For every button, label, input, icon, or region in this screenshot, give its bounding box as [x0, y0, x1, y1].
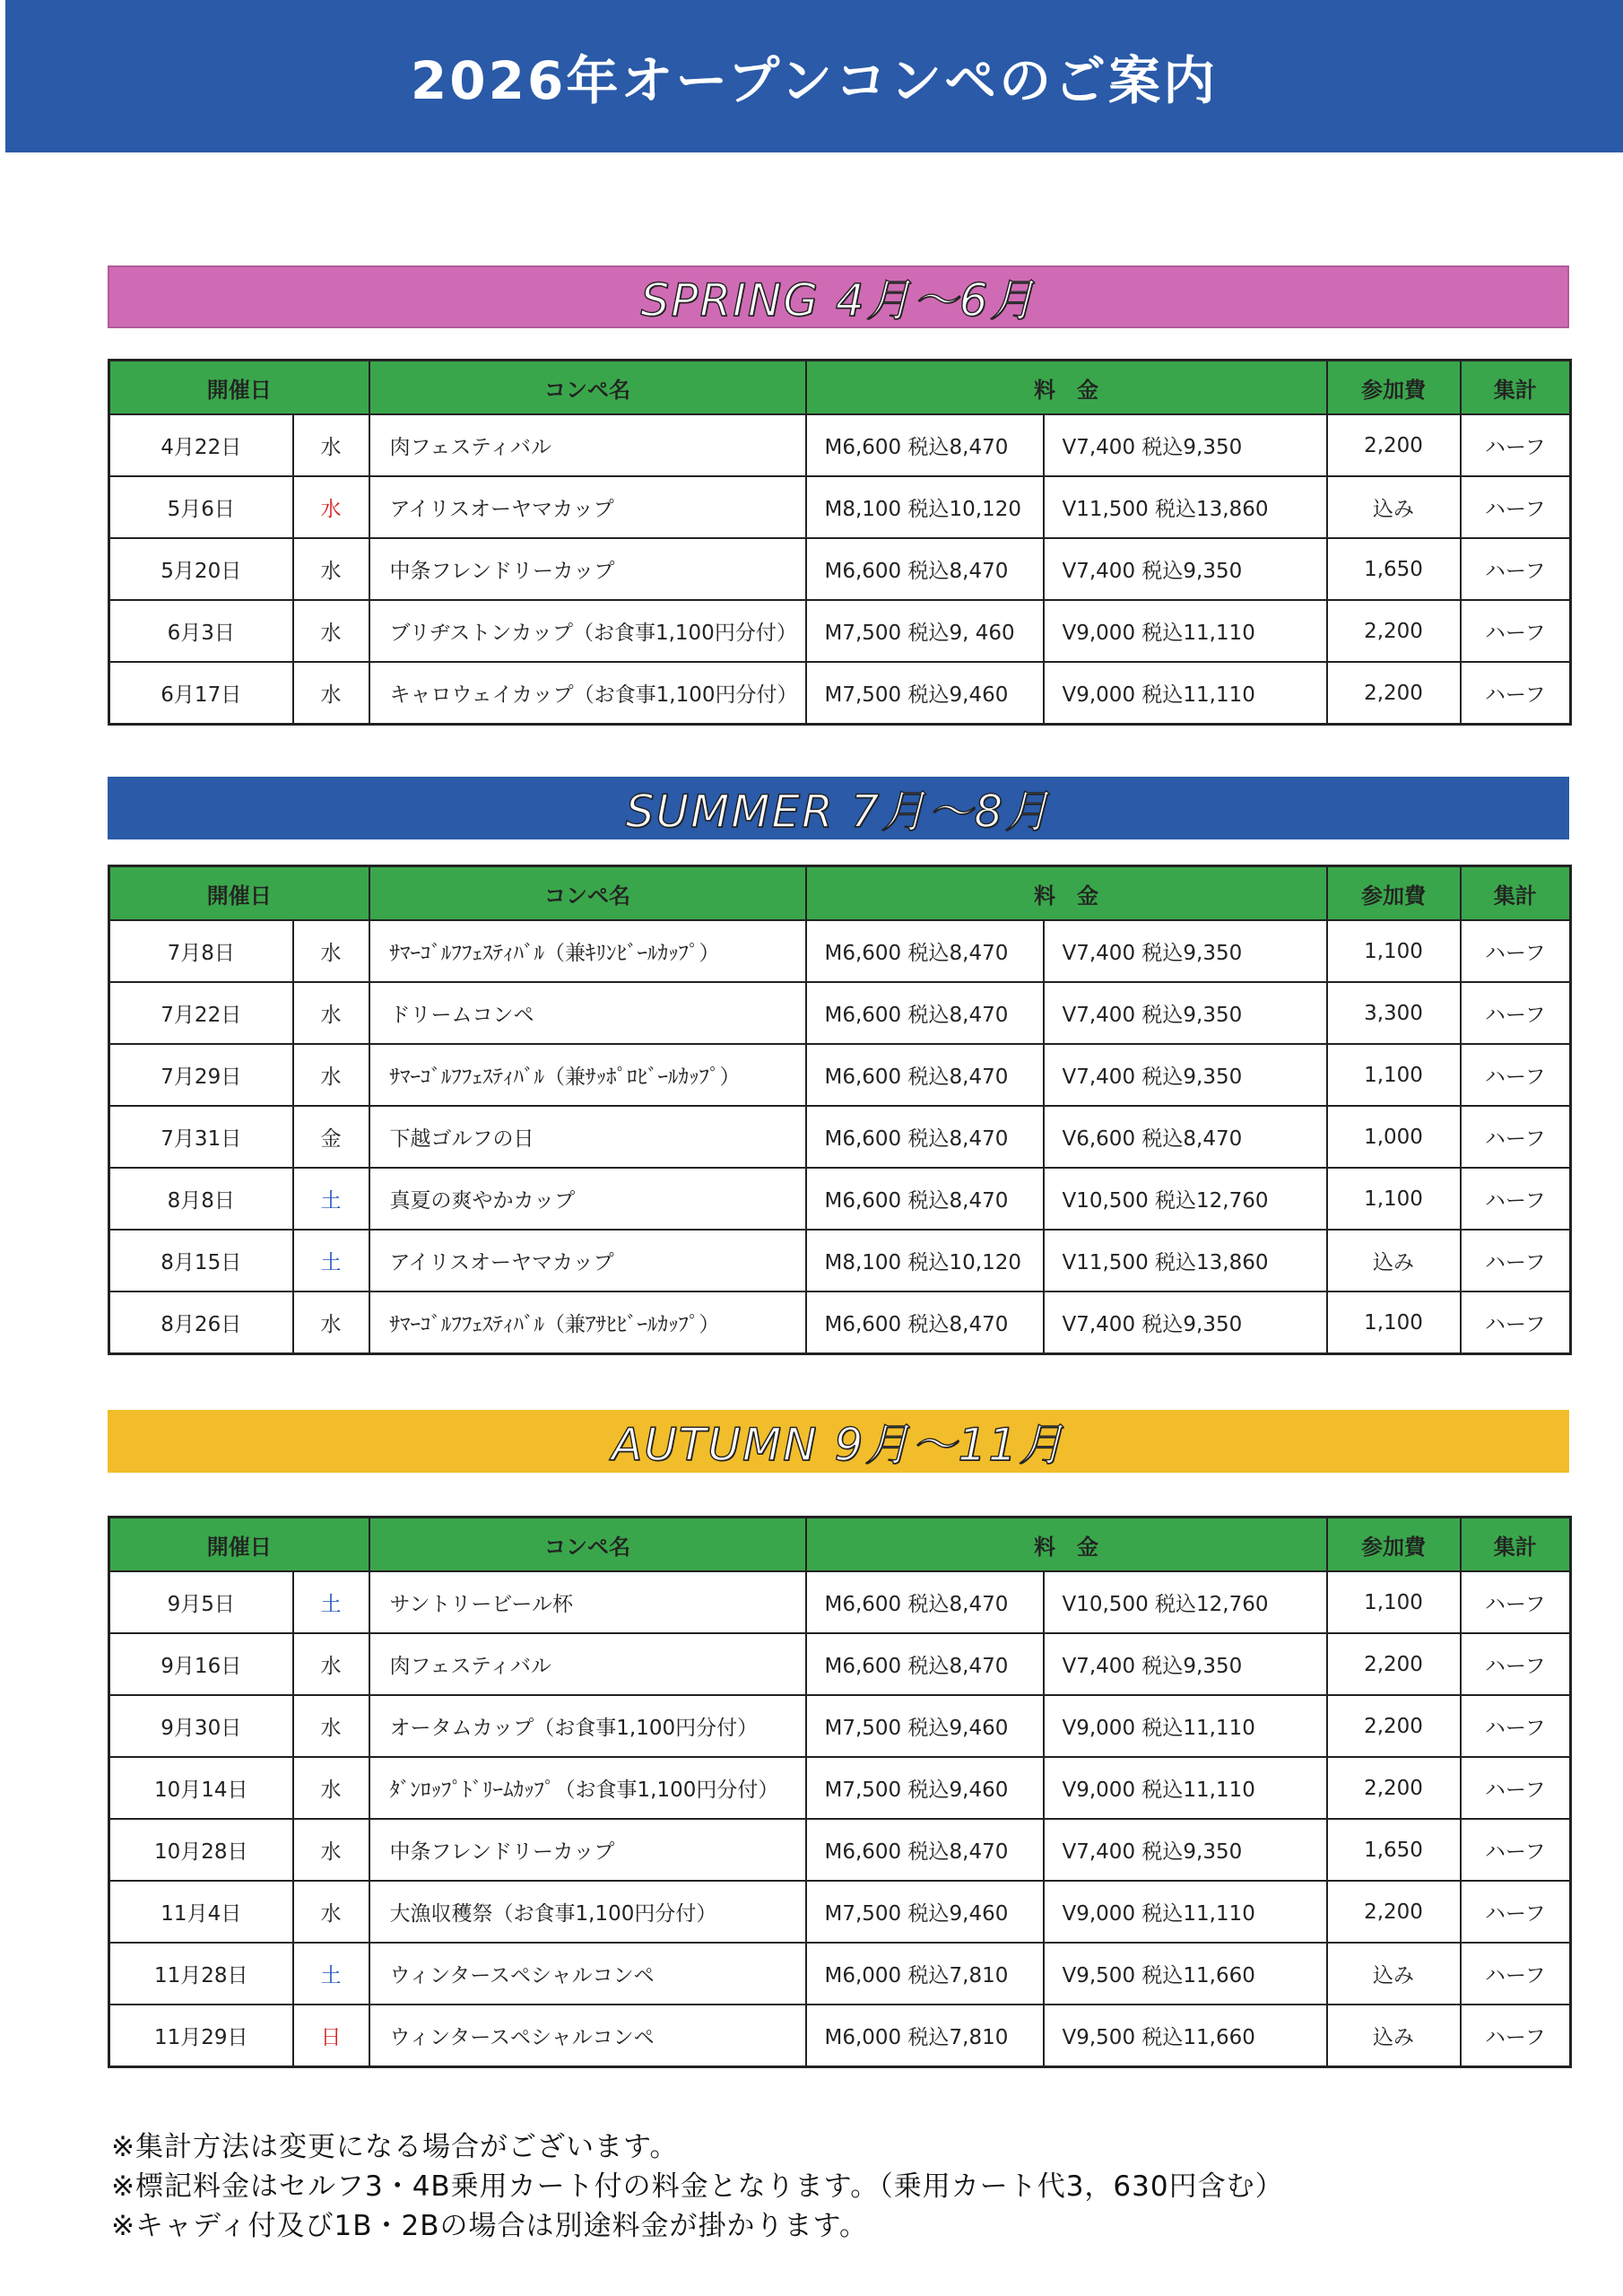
- table-row: [109, 538, 1571, 600]
- event-name: アイリスオーヤマカップ: [369, 1230, 806, 1292]
- spring-table: [108, 359, 1572, 726]
- visitor-fee: V7,400 税込9,350: [1044, 982, 1327, 1044]
- visitor-fee: V7,400 税込9,350: [1044, 1044, 1327, 1106]
- table-row: [109, 1106, 1571, 1168]
- autumn-banner: [108, 1410, 1569, 1473]
- event-name: オータムカップ（お食事1,100円分付）: [369, 1695, 806, 1757]
- member-fee: M6,600 税込8,470: [806, 414, 1044, 476]
- header-date: 開催日: [109, 866, 369, 921]
- member-fee: M6,000 税込7,810: [806, 1943, 1044, 2005]
- visitor-fee: V7,400 税込9,350: [1044, 1819, 1327, 1881]
- header-date: 開催日: [109, 1518, 369, 1572]
- header-scoring: 集計: [1461, 866, 1571, 921]
- event-name: ドリームコンペ: [369, 982, 806, 1044]
- scoring-method: ハーフ: [1461, 2005, 1571, 2067]
- header-name: コンペ名: [369, 361, 806, 415]
- scoring-method: ハーフ: [1461, 1819, 1571, 1881]
- event-date: 11月28日: [109, 1943, 293, 2005]
- entry-fee: 1,650: [1327, 1819, 1461, 1881]
- event-weekday: 水: [293, 414, 369, 476]
- table-row: [109, 1695, 1571, 1757]
- event-date: 7月22日: [109, 982, 293, 1044]
- note-line: ※キャディ付及び1B・2Bの場合は別途料金が掛かります。: [111, 2210, 868, 2242]
- event-weekday: 水: [293, 1819, 369, 1881]
- entry-fee: 2,200: [1327, 600, 1461, 662]
- event-weekday: 土: [293, 1943, 369, 2005]
- event-name: ウィンタースペシャルコンペ: [369, 1943, 806, 2005]
- event-date: 10月14日: [109, 1757, 293, 1819]
- member-fee: M6,600 税込8,470: [806, 1168, 1044, 1230]
- entry-fee: 2,200: [1327, 1757, 1461, 1819]
- event-weekday: 水: [293, 1881, 369, 1943]
- event-weekday: 水: [293, 982, 369, 1044]
- event-date: 9月30日: [109, 1695, 293, 1757]
- event-date: 7月31日: [109, 1106, 293, 1168]
- event-date: 8月8日: [109, 1168, 293, 1230]
- visitor-fee: V10,500 税込12,760: [1044, 1571, 1327, 1633]
- scoring-method: ハーフ: [1461, 920, 1571, 982]
- note-line: ※標記料金はセルフ3・4B乗用カート付の料金となります。（乗用カート代3，630円含む）: [111, 2170, 1284, 2203]
- event-date: 10月28日: [109, 1819, 293, 1881]
- entry-fee: 1,650: [1327, 538, 1461, 600]
- member-fee: M6,000 税込7,810: [806, 2005, 1044, 2067]
- member-fee: M7,500 税込9,460: [806, 1881, 1044, 1943]
- entry-fee: 1,100: [1327, 920, 1461, 982]
- table-row: [109, 600, 1571, 662]
- scoring-method: ハーフ: [1461, 1943, 1571, 2005]
- visitor-fee: V9,500 税込11,660: [1044, 2005, 1327, 2067]
- scoring-method: ハーフ: [1461, 982, 1571, 1044]
- visitor-fee: V7,400 税込9,350: [1044, 1633, 1327, 1695]
- table-header-row: [109, 1518, 1571, 1572]
- summer-table: [108, 865, 1572, 1355]
- table-row: [109, 1943, 1571, 2005]
- scoring-method: ハーフ: [1461, 1168, 1571, 1230]
- member-fee: M8,100 税込10,120: [806, 1230, 1044, 1292]
- event-weekday: 土: [293, 1571, 369, 1633]
- visitor-fee: V10,500 税込12,760: [1044, 1168, 1327, 1230]
- scoring-method: ハーフ: [1461, 1230, 1571, 1292]
- event-name: アイリスオーヤマカップ: [369, 476, 806, 538]
- note-line: ※集計方法は変更になる場合がございます。: [111, 2131, 679, 2163]
- entry-fee: 1,100: [1327, 1571, 1461, 1633]
- table-row: [109, 1819, 1571, 1881]
- scoring-method: ハーフ: [1461, 1695, 1571, 1757]
- header-scoring: 集計: [1461, 361, 1571, 415]
- event-name: 肉フェスティバル: [369, 414, 806, 476]
- entry-fee: 1,000: [1327, 1106, 1461, 1168]
- table-row: [109, 1292, 1571, 1354]
- table-row: [109, 1757, 1571, 1819]
- header-entry: 参加費: [1327, 361, 1461, 415]
- spring-banner-label: SPRING 4月～6月: [640, 274, 1037, 326]
- member-fee: M6,600 税込8,470: [806, 1106, 1044, 1168]
- scoring-method: ハーフ: [1461, 1292, 1571, 1354]
- table-row: [109, 662, 1571, 725]
- member-fee: M6,600 税込8,470: [806, 920, 1044, 982]
- event-date: 11月4日: [109, 1881, 293, 1943]
- entry-fee: 2,200: [1327, 1695, 1461, 1757]
- event-name: ﾀﾞﾝﾛｯﾌﾟﾄﾞﾘｰﾑｶｯﾌﾟ（お食事1,100円分付）: [369, 1757, 806, 1819]
- entry-fee: 込み: [1327, 2005, 1461, 2067]
- event-weekday: 水: [293, 1292, 369, 1354]
- event-weekday: 水: [293, 662, 369, 725]
- event-weekday: 水: [293, 920, 369, 982]
- member-fee: M7,500 税込9, 460: [806, 600, 1044, 662]
- event-name: キャロウェイカップ（お食事1,100円分付）: [369, 662, 806, 725]
- event-name: ｻﾏｰｺﾞﾙﾌﾌｪｽﾃｨﾊﾞﾙ（兼ｻｯﾎﾟﾛﾋﾞｰﾙｶｯﾌﾟ）: [369, 1044, 806, 1106]
- header-fee: 料 金: [806, 361, 1327, 415]
- event-weekday: 水: [293, 1695, 369, 1757]
- visitor-fee: V11,500 税込13,860: [1044, 1230, 1327, 1292]
- entry-fee: 1,100: [1327, 1168, 1461, 1230]
- scoring-method: ハーフ: [1461, 1881, 1571, 1943]
- event-date: 11月29日: [109, 2005, 293, 2067]
- visitor-fee: V9,000 税込11,110: [1044, 1695, 1327, 1757]
- event-weekday: 水: [293, 1633, 369, 1695]
- table-row: [109, 920, 1571, 982]
- event-weekday: 土: [293, 1168, 369, 1230]
- member-fee: M6,600 税込8,470: [806, 1044, 1044, 1106]
- entry-fee: 2,200: [1327, 1633, 1461, 1695]
- visitor-fee: V9,000 税込11,110: [1044, 662, 1327, 725]
- entry-fee: 2,200: [1327, 662, 1461, 725]
- table-header-row: [109, 866, 1571, 921]
- scoring-method: ハーフ: [1461, 1571, 1571, 1633]
- event-name: ウィンタースペシャルコンペ: [369, 2005, 806, 2067]
- member-fee: M7,500 税込9,460: [806, 662, 1044, 725]
- event-name: ｻﾏｰｺﾞﾙﾌﾌｪｽﾃｨﾊﾞﾙ（兼ｱｻﾋﾋﾞｰﾙｶｯﾌﾟ）: [369, 1292, 806, 1354]
- table-row: [109, 1881, 1571, 1943]
- visitor-fee: V9,000 税込11,110: [1044, 1881, 1327, 1943]
- table-row: [109, 1168, 1571, 1230]
- event-weekday: 水: [293, 1044, 369, 1106]
- scoring-method: ハーフ: [1461, 600, 1571, 662]
- event-weekday: 水: [293, 600, 369, 662]
- member-fee: M7,500 税込9,460: [806, 1757, 1044, 1819]
- event-date: 7月29日: [109, 1044, 293, 1106]
- spring-banner: [108, 265, 1569, 328]
- header-date: 開催日: [109, 361, 369, 415]
- scoring-method: ハーフ: [1461, 538, 1571, 600]
- member-fee: M6,600 税込8,470: [806, 1571, 1044, 1633]
- visitor-fee: V7,400 税込9,350: [1044, 414, 1327, 476]
- scoring-method: ハーフ: [1461, 1106, 1571, 1168]
- event-weekday: 土: [293, 1230, 369, 1292]
- visitor-fee: V7,400 税込9,350: [1044, 538, 1327, 600]
- event-date: 5月20日: [109, 538, 293, 600]
- table-row: [109, 1571, 1571, 1633]
- event-date: 6月3日: [109, 600, 293, 662]
- header-entry: 参加費: [1327, 866, 1461, 921]
- table-row: [109, 1633, 1571, 1695]
- entry-fee: 込み: [1327, 1943, 1461, 2005]
- event-weekday: 水: [293, 476, 369, 538]
- event-date: 7月8日: [109, 920, 293, 982]
- entry-fee: 2,200: [1327, 1881, 1461, 1943]
- scoring-method: ハーフ: [1461, 1044, 1571, 1106]
- table-row: [109, 982, 1571, 1044]
- table-row: [109, 2005, 1571, 2067]
- table-row: [109, 1044, 1571, 1106]
- header-scoring: 集計: [1461, 1518, 1571, 1572]
- entry-fee: 1,100: [1327, 1044, 1461, 1106]
- table-row: [109, 1230, 1571, 1292]
- header-fee: 料 金: [806, 1518, 1327, 1572]
- scoring-method: ハーフ: [1461, 662, 1571, 725]
- member-fee: M8,100 税込10,120: [806, 476, 1044, 538]
- member-fee: M6,600 税込8,470: [806, 982, 1044, 1044]
- summer-banner: [108, 777, 1569, 839]
- event-weekday: 水: [293, 1757, 369, 1819]
- autumn-table: [108, 1516, 1572, 2068]
- table-header-row: [109, 361, 1571, 415]
- event-date: 9月5日: [109, 1571, 293, 1633]
- event-date: 5月6日: [109, 476, 293, 538]
- title-banner: [5, 0, 1623, 152]
- member-fee: M6,600 税込8,470: [806, 1633, 1044, 1695]
- visitor-fee: V6,600 税込8,470: [1044, 1106, 1327, 1168]
- event-name: 中条フレンドリーカップ: [369, 538, 806, 600]
- event-weekday: 金: [293, 1106, 369, 1168]
- event-name: 下越ゴルフの日: [369, 1106, 806, 1168]
- visitor-fee: V7,400 税込9,350: [1044, 920, 1327, 982]
- scoring-method: ハーフ: [1461, 476, 1571, 538]
- event-date: 8月15日: [109, 1230, 293, 1292]
- autumn-banner-label: AUTUMN 9月～11月: [612, 1419, 1065, 1471]
- event-weekday: 日: [293, 2005, 369, 2067]
- event-date: 8月26日: [109, 1292, 293, 1354]
- member-fee: M6,600 税込8,470: [806, 538, 1044, 600]
- scoring-method: ハーフ: [1461, 1757, 1571, 1819]
- header-fee: 料 金: [806, 866, 1327, 921]
- header-name: コンペ名: [369, 866, 806, 921]
- event-name: ｻﾏｰｺﾞﾙﾌﾌｪｽﾃｨﾊﾞﾙ（兼ｷﾘﾝﾋﾞｰﾙｶｯﾌﾟ）: [369, 920, 806, 982]
- table-row: [109, 414, 1571, 476]
- event-name: 真夏の爽やかカップ: [369, 1168, 806, 1230]
- event-weekday: 水: [293, 538, 369, 600]
- event-name: 大漁収穫祭（お食事1,100円分付）: [369, 1881, 806, 1943]
- entry-fee: 2,200: [1327, 414, 1461, 476]
- member-fee: M6,600 税込8,470: [806, 1819, 1044, 1881]
- scoring-method: ハーフ: [1461, 1633, 1571, 1695]
- entry-fee: 込み: [1327, 1230, 1461, 1292]
- event-name: サントリービール杯: [369, 1571, 806, 1633]
- event-date: 4月22日: [109, 414, 293, 476]
- visitor-fee: V9,000 税込11,110: [1044, 600, 1327, 662]
- table-row: [109, 476, 1571, 538]
- member-fee: M6,600 税込8,470: [806, 1292, 1044, 1354]
- notes: [111, 2127, 1582, 2246]
- page-title: 2026年オープンコンペのご案内: [410, 50, 1219, 111]
- scoring-method: ハーフ: [1461, 414, 1571, 476]
- entry-fee: 1,100: [1327, 1292, 1461, 1354]
- entry-fee: 3,300: [1327, 982, 1461, 1044]
- visitor-fee: V9,000 税込11,110: [1044, 1757, 1327, 1819]
- event-name: 中条フレンドリーカップ: [369, 1819, 806, 1881]
- entry-fee: 込み: [1327, 476, 1461, 538]
- visitor-fee: V9,500 税込11,660: [1044, 1943, 1327, 2005]
- header-entry: 参加費: [1327, 1518, 1461, 1572]
- visitor-fee: V11,500 税込13,860: [1044, 476, 1327, 538]
- event-name: 肉フェスティバル: [369, 1633, 806, 1695]
- event-name: ブリヂストンカップ（お食事1,100円分付）: [369, 600, 806, 662]
- member-fee: M7,500 税込9,460: [806, 1695, 1044, 1757]
- summer-banner-label: SUMMER 7月～8月: [625, 786, 1052, 838]
- event-date: 6月17日: [109, 662, 293, 725]
- visitor-fee: V7,400 税込9,350: [1044, 1292, 1327, 1354]
- event-date: 9月16日: [109, 1633, 293, 1695]
- header-name: コンペ名: [369, 1518, 806, 1572]
